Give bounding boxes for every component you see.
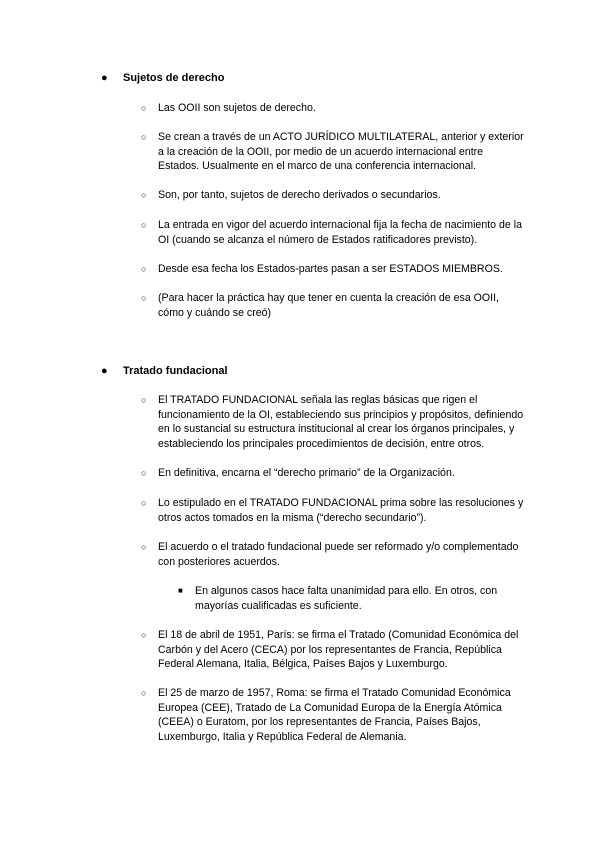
bullet-icon: ●: [101, 365, 108, 377]
list-item-text: Las OOII son sujetos de derecho.: [158, 102, 316, 114]
circle-bullet-icon: ○: [141, 468, 147, 478]
circle-bullet-icon: ○: [141, 190, 147, 200]
list-item-text: En definitiva, encarna el “derecho primario” de la Organización.: [158, 467, 455, 479]
circle-bullet-icon: ○: [141, 630, 147, 640]
section-title: Tratado fundacional: [123, 365, 228, 377]
circle-bullet-icon: ○: [141, 103, 147, 113]
list-item-text: El 25 de marzo de 1957, Roma: se firma el Tratado Comunidad Económica Europea (CEE), Tratado de La Comunidad Europa de la Energía Atómica (CEEA) o Euratom, por los representantes de Francia, Países Bajos, Luxemburgo, Italia y República Federal de Alemania.: [158, 687, 511, 743]
circle-bullet-icon: ○: [141, 293, 147, 303]
circle-bullet-icon: ○: [141, 498, 147, 508]
list-item-text: La entrada en vigor del acuerdo internacional fija la fecha de nacimiento de la OI (cuando se alcanza el número de Estados ratificadores previsto).: [158, 219, 522, 246]
circle-bullet-icon: ○: [141, 542, 147, 552]
circle-bullet-icon: ○: [141, 264, 147, 274]
circle-bullet-icon: ○: [141, 688, 147, 698]
list-item-text: Desde esa fecha los Estados-partes pasan a ser ESTADOS MIEMBROS.: [158, 263, 503, 275]
bullet-icon: ●: [101, 72, 108, 84]
list-item-text: Son, por tanto, sujetos de derecho derivados o secundarios.: [158, 189, 441, 201]
list-item-text: El TRATADO FUNDACIONAL señala las reglas básicas que rigen el funcionamiento de la OI, estableciendo sus principios y propósitos, definiendo en lo sustancial su estructura institucional al crear los órganos principales, y estableciendo los principales procedimientos de decisión, entre otros.: [158, 394, 524, 450]
circle-bullet-icon: ○: [141, 132, 147, 142]
section-title: Sujetos de derecho: [123, 72, 225, 84]
circle-bullet-icon: ○: [141, 395, 147, 405]
list-item-text: Lo estipulado en el TRATADO FUNDACIONAL prima sobre las resoluciones y otros actos tomados en la misma (“derecho secundario”).: [158, 497, 524, 524]
square-bullet-icon: ■: [178, 586, 183, 595]
list-item-text: El acuerdo o el tratado fundacional puede ser reformado y/o complementado con posteriores acuerdos.: [158, 541, 519, 568]
list-item-text: (Para hacer la práctica hay que tener en cuenta la creación de esa OOII, cómo y cuándo se creó): [158, 292, 499, 319]
list-item-text: El 18 de abril de 1951, París: se firma el Tratado (Comunidad Económica del Carbón y del Acero (CECA) por los representantes de Francia, República Federal Alemana, Italia, Bélgica, Países Bajos y Luxemburgo.: [158, 629, 519, 671]
circle-bullet-icon: ○: [141, 220, 147, 230]
sub-list-item-text: En algunos casos hace falta unanimidad para ello. En otros, con mayorías cualificadas es suficiente.: [195, 585, 498, 612]
list-item-text: Se crean a través de un ACTO JURÍDICO MULTILATERAL, anterior y exterior a la creación de la OOII, por medio de un acuerdo internacional entre Estados. Usualmente en el marco de una conferencia internacional.: [158, 131, 524, 173]
